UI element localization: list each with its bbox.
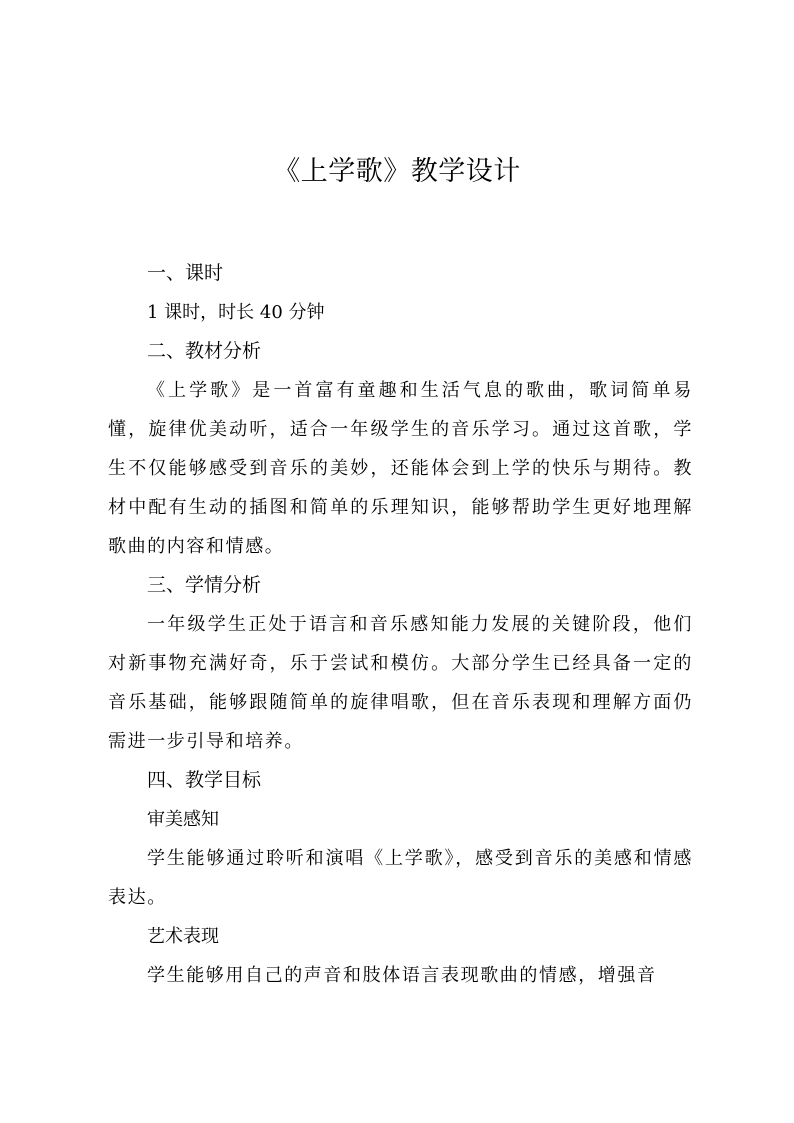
goal-label-aesthetic-perception: 审美感知 xyxy=(147,809,219,830)
student-analysis-paragraph: 一年级学生正处于语言和音乐感知能力发展的关键阶段，他们对新事物充满好奇，乐于尝试和模仿。大部分学生已经具备一定的音乐基础，能够跟随简单的旋律唱歌，但在音乐表现和理解方面仍需进一步引导和培养。 xyxy=(108,614,693,752)
class-hours-text: 1 课时，时长 40 分钟 xyxy=(147,302,325,323)
document-body xyxy=(108,254,693,995)
material-analysis-paragraph: 《上学歌》是一首富有童趣和生活气息的歌曲，歌词简单易懂，旋律优美动听，适合一年级学生的音乐学习。通过这首歌，学生不仅能够感受到音乐的美妙，还能体会到上学的快乐与期待。教材中配有生动的插图和简单的乐理知识，能够帮助学生更好地理解歌曲的内容和情感。 xyxy=(108,380,693,557)
section-heading-class-hours: 一、课时 xyxy=(147,262,224,284)
section-heading-material-analysis: 二、教材分析 xyxy=(147,340,262,362)
goal-label-artistic-expression: 艺术表现 xyxy=(147,926,219,947)
goal-paragraph-artistic-expression: 学生能够用自己的声音和肢体语言表现歌曲的情感，增强音 xyxy=(147,965,657,986)
section-heading-student-analysis: 三、学情分析 xyxy=(147,574,262,596)
goal-paragraph-aesthetic-perception: 学生能够通过聆听和演唱《上学歌》，感受到音乐的美感和情感表达。 xyxy=(108,848,693,908)
document-title: 《上学歌》教学设计 xyxy=(273,156,521,187)
section-heading-teaching-goals: 四、教学目标 xyxy=(147,769,262,791)
